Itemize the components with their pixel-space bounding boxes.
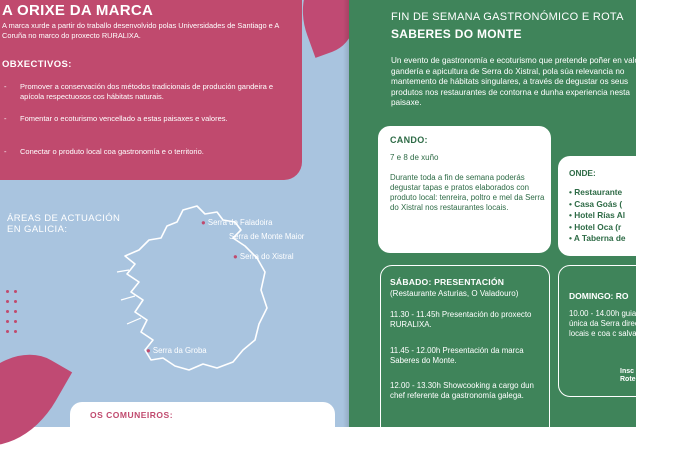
where-card bbox=[558, 156, 678, 256]
decorative-dots bbox=[2, 290, 22, 400]
venue-item: • A Taberna de bbox=[569, 233, 626, 243]
map-place-label: ● Serra da Groba bbox=[146, 346, 207, 355]
when-card bbox=[378, 126, 551, 253]
origin-title: A ORIXE DA MARCA bbox=[2, 2, 154, 19]
objectives-title: OBXECTIVOS: bbox=[2, 59, 72, 70]
map-place-label: ● Serra do Faladoira bbox=[201, 218, 273, 227]
schedule-item: 11.45 - 12.00h Presentación da marca Saberes do Monte. bbox=[390, 346, 524, 365]
venue-item: • Casa Goás ( bbox=[569, 198, 623, 209]
event-title: FIN DE SEMANA GASTRONÓMICO E ROTA SABERES DO MONTE bbox=[391, 11, 624, 41]
when-date: 7 e 8 de xuño bbox=[390, 153, 439, 162]
left-panel bbox=[0, 0, 349, 427]
venue-item: • Hotel Oca (r bbox=[569, 221, 622, 232]
when-title: CANDO: bbox=[390, 135, 428, 145]
saturday-title: SÁBADO: PRESENTACIÓN bbox=[390, 277, 505, 287]
origin-card: A ORIXE DA MARCA A marca xurde a partir do traballo desenvolvido polas Universidades de Santiago e A Coruña no marco do proxecto RURALIXA. OBXECTIVOS: - Promover a conservación dos métodos tradicionais de produción gandeira e apícola respectuosos cos hábitats naturais. - Fomentar o ecoturismo vencellado a estas paisaxes e valores. - Conectar o produto local coa gastronomía e o territorio. bbox=[0, 0, 302, 180]
saturday-venue: (Restaurante Asturias, O Valadouro) bbox=[390, 289, 519, 298]
map-place-label: Serra de Monte Maior bbox=[229, 232, 305, 241]
areas-title: ÁREAS DE ACTUACIÓN EN GALICIA: bbox=[7, 213, 121, 235]
where-list bbox=[569, 187, 626, 245]
schedule-item: 12.00 - 13.30h Showcooking a cargo dun chef referente da gastronomía galega. bbox=[390, 381, 534, 400]
schedule-item: 11.30 - 11.45h Presentación do proxecto RURALIXA. bbox=[390, 310, 532, 329]
sunday-description: 10.00 - 14.00h guiado polos h única da Serra directo cos ga locais e coa c salvaxes no se bbox=[569, 309, 673, 338]
map-place-label: ● Serra do Xistral bbox=[233, 252, 294, 261]
venue-item: • Restaurante bbox=[569, 187, 623, 197]
where-title: ONDE: bbox=[569, 168, 596, 178]
saturday-card bbox=[380, 265, 550, 442]
when-description: Durante toda a fin de semana poderás degustar tapas e pratos elaborados con produto local: tenreira, poltro e mel da Serra do Xistral nos restaurantes locais. bbox=[390, 173, 545, 212]
origin-intro: A marca xurde a partir do traballo desenvolvido polas Universidades de Santiago e A Coruña no marco do proxecto RURALIXA. bbox=[2, 21, 279, 40]
comuneiros-title: OS COMUNEIROS: bbox=[90, 410, 174, 420]
event-intro: Un evento de gastronomía e ecoturismo que pretende poñer en valor a gandería e apicultura de Serra do Xistral, pola súa relevancia no mantemento de hábitats singulares, a través de degustar os seus produtos nos restaurantes de contorna e dunha experiencia nesta paisaxe. bbox=[391, 56, 649, 107]
comuneiros-card bbox=[70, 402, 335, 442]
right-panel bbox=[349, 0, 673, 427]
sunday-card bbox=[558, 265, 680, 397]
sunday-title: DOMINGO: RO bbox=[569, 291, 629, 301]
venue-item: • Hotel Rías Al bbox=[569, 210, 626, 220]
signup-tag: Insc Rote bbox=[620, 368, 636, 383]
